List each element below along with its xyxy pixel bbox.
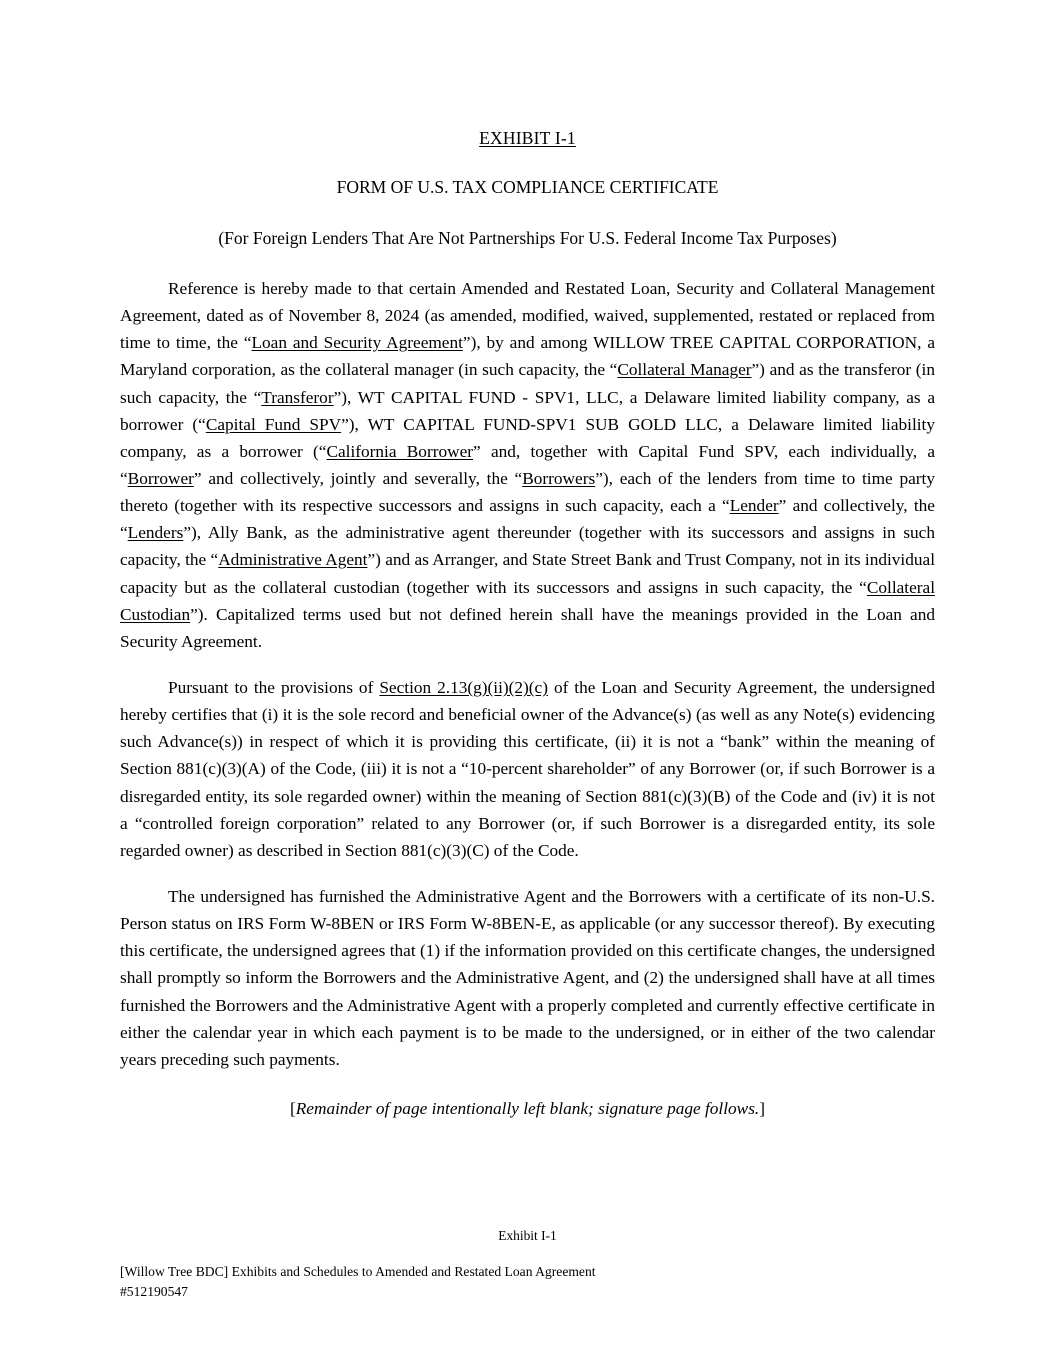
page-label: Exhibit I-1	[498, 1228, 557, 1243]
text-segment: Reference is hereby made to that certain Amended and Restated Loan, Security and Collateral Management Agreement, dated as of November 8, 2024 (as amended, modified, waived, supplemented, restated or replaced from time to time, the “	[120, 279, 935, 353]
text-segment: ”) and as Arranger, and State Street Bank and Trust Company, not in its individual capacity but as the collateral custodian (together with its successors and assigns in such capacity, the “	[120, 550, 935, 597]
document-heading: FORM OF U.S. TAX COMPLIANCE CERTIFICATE	[336, 177, 719, 197]
defined-term-transferor: Transferor	[261, 387, 334, 407]
paragraph-recitals	[120, 275, 935, 655]
remainder-note-text: Remainder of page intentionally left blank; signature page follows.	[295, 1098, 760, 1118]
defined-term-capital-fund-spv: Capital Fund SPV	[205, 414, 342, 434]
defined-term-collateral-custodian: Collateral Custodian	[120, 577, 935, 624]
bracket-close: ]	[759, 1098, 766, 1118]
defined-term-administrative-agent: Administrative Agent	[218, 550, 368, 570]
footer-line-2: #512190547	[120, 1283, 188, 1299]
text-segment: Pursuant to the provisions of	[168, 677, 380, 697]
defined-term-lender: Lender	[729, 496, 779, 516]
defined-term-borrower: Borrower	[127, 468, 194, 488]
paragraph-certification	[120, 674, 935, 864]
text-segment: ”). Capitalized terms used but not defined herein shall have the meanings provided in the Loan and Security Agreement.	[120, 604, 935, 651]
text-segment: ”), Ally Bank, as the administrative agent thereunder (together with its successors and assigns in such capacity, the “	[120, 523, 935, 570]
exhibit-title	[120, 128, 935, 149]
defined-term-borrowers: Borrowers	[522, 468, 596, 488]
defined-term-collateral-manager: Collateral Manager	[617, 360, 752, 380]
exhibit-title-text: EXHIBIT I-1	[479, 128, 576, 148]
defined-term-lenders: Lenders	[127, 523, 184, 543]
text-segment: ” and, together with Capital Fund SPV, each individually, a “	[120, 441, 935, 488]
defined-term-loan-and-security-agreement: Loan and Security Agreement	[251, 333, 463, 353]
defined-term-california-borrower: California Borrower	[326, 441, 474, 461]
remainder-note	[120, 1099, 935, 1119]
footer-line-1: [Willow Tree BDC] Exhibits and Schedules to Amended and Restated Loan Agreement	[120, 1264, 596, 1279]
document-footer	[120, 1262, 596, 1301]
text-segment: ”) and as the transferor (in such capacity, the “	[120, 360, 935, 407]
text-segment: ”), WT CAPITAL FUND-SPV1 SUB GOLD LLC, a Delaware limited liability company, as a borrower (“	[120, 414, 935, 461]
text-segment: ” and collectively, jointly and severally, the “	[193, 468, 523, 488]
text-segment: ”), WT CAPITAL FUND - SPV1, LLC, a Delaware limited liability company, as a borrower (“	[120, 387, 935, 434]
text-segment: ” and collectively, the “	[120, 496, 935, 543]
section-reference: Section 2.13(g)(ii)(2)(c)	[379, 677, 548, 697]
bracket-open: [	[289, 1098, 296, 1118]
text-segment: ”), by and among WILLOW TREE CAPITAL CORPORATION, a Maryland corporation, as the collateral manager (in such capacity, the “	[120, 333, 936, 380]
paragraph-furnished: The undersigned has furnished the Administrative Agent and the Borrowers with a certificate of its non-U.S. Person status on IRS Form W-8BEN or IRS Form W-8BEN-E, as applicable (or any successor thereof). By executing this certificate, the undersigned agrees that (1) if the information provided on this certificate changes, the undersigned shall promptly so inform the Borrowers and the Administrative Agent, and (2) the undersigned shall have at all times furnished the Borrowers and the Administrative Agent with a properly completed and currently effective certificate in either the calendar year in which each payment is to be made to the undersigned, or in either of the two calendar years preceding such payments.	[120, 886, 935, 1069]
document-parenthetical: (For Foreign Lenders That Are Not Partnerships For U.S. Federal Income Tax Purposes)	[218, 228, 837, 248]
text-segment: of the Loan and Security Agreement, the undersigned hereby certifies that (i) it is the sole record and beneficial owner of the Advance(s) (as well as any Note(s) evidencing such Advance(s)) in respect of which it is providing this certificate, (ii) it is not a “bank” within the meaning of Section 881(c)(3)(A) of the Code, (iii) it is not a “10-percent shareholder” of any Borrower (or, if such Borrower is a disregarded entity, its sole regarded owner) within the meaning of Section 881(c)(3)(B) of the Code and (iv) it is not a “controlled foreign corporation” related to any Borrower (or, if such Borrower is a disregarded entity, its sole regarded owner) as described in Section 881(c)(3)(C) of the Code.	[120, 677, 936, 860]
text-segment: ”), each of the lenders from time to time party thereto (together with its respective successors and assigns in such capacity, each a “	[120, 468, 935, 516]
